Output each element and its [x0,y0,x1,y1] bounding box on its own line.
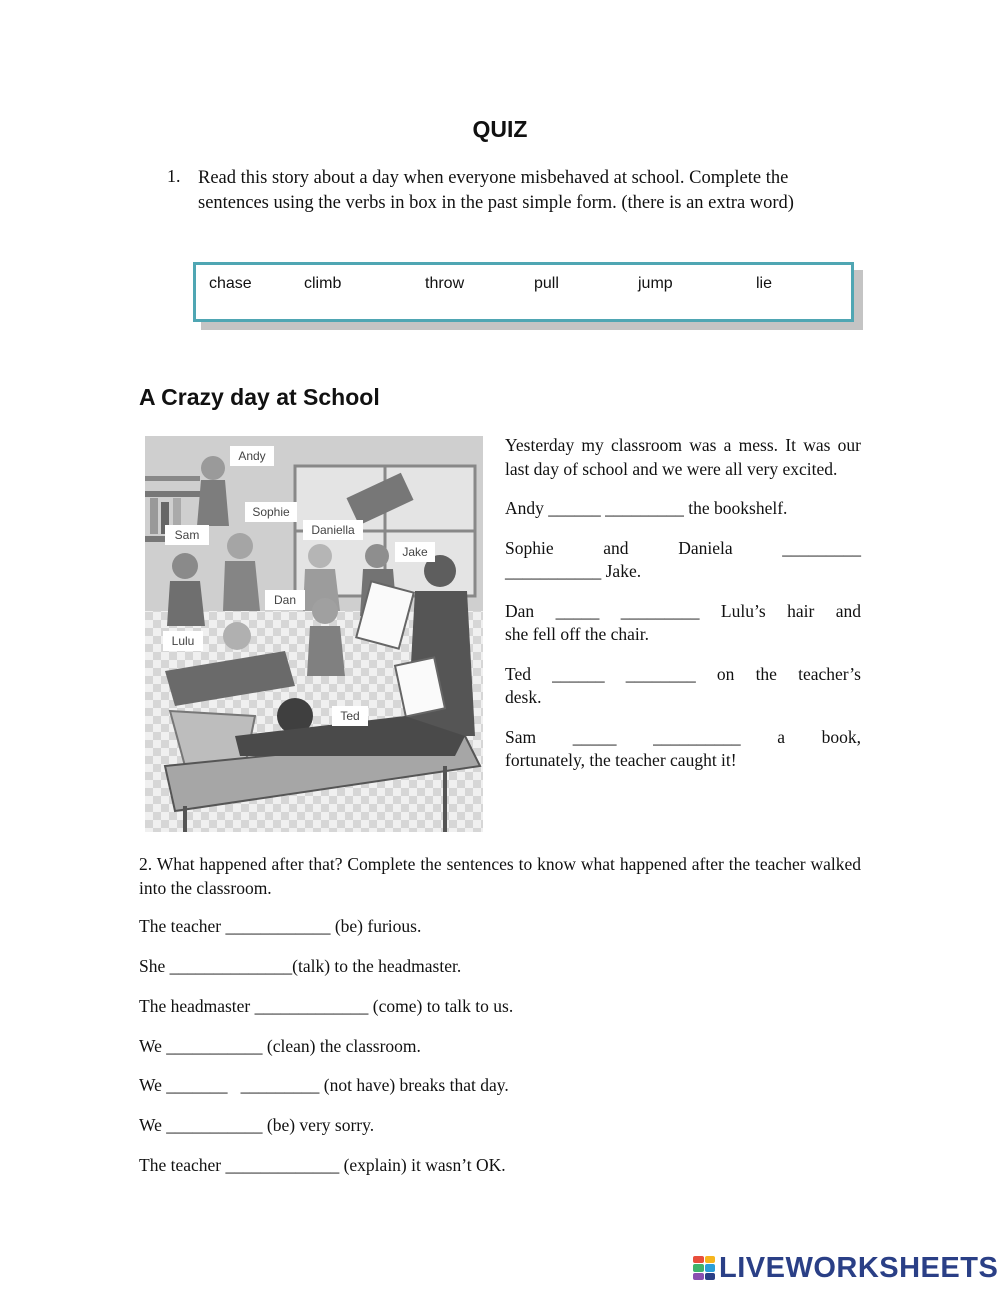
exercise-2-sentence: The teacher ____________ (be) furious. [139,916,422,936]
word-jump: jump [638,275,673,292]
story-intro: Yesterday my classroom was a mess. It was our last day of school and we were all very excited. [505,435,861,479]
classroom-illustration [145,436,483,832]
story-column [505,434,861,773]
exercise-2-sentence: We _______ _________ (not have) breaks that day. [139,1075,509,1095]
exercise-1-instruction: Read this story about a day when everyone misbehaved at school. Complete the sentences using the verbs in box in the past simple form. (there is an extra word) [198,168,794,213]
label-lulu: Lulu [171,634,195,648]
exercise-2-sentence: The teacher _____________ (explain) it wasn’t OK. [139,1155,506,1175]
label-sam: Sam [174,528,200,542]
exercise-2-instruction: 2. What happened after that? Complete the sentences to know what happened after the teacher walked into the classroom. [139,854,861,898]
exercise-2-sentence: We ___________ (be) very sorry. [139,1115,375,1135]
word-lie: lie [756,275,773,292]
story-sentence-3: Dan _____ _________ Lulu’s hair and she fell off the chair. [505,600,861,644]
word-chase: chase [209,275,252,292]
label-sophie: Sophie [252,505,290,519]
word-climb: climb [304,275,342,292]
story-sentence-1: Andy ______ _________ the bookshelf. [505,498,788,518]
story-sentence-5: Sam _____ __________ a book, fortunately, the teacher caught it! [505,726,861,770]
logo-text: LIVEWORKSHEETS [719,1251,999,1284]
logo-icon [693,1256,715,1280]
story-sentence-4: Ted ______ ________ on the teacher’s desk. [505,663,861,707]
word-pull: pull [534,275,559,292]
label-ted: Ted [340,709,360,723]
section-heading: A Crazy day at School [139,384,380,410]
label-andy: Andy [238,449,266,463]
story-sentence-2: Sophie and Daniela _________ ___________ Jake. [505,537,861,581]
page-title: QUIZ [472,116,528,142]
label-daniella: Daniella [311,523,355,537]
exercise-2-sentence: The headmaster _____________ (come) to talk to us. [139,996,514,1016]
exercise-2-sentence: We ___________ (clean) the classroom. [139,1036,421,1056]
liveworksheets-logo [693,1253,998,1283]
label-dan: Dan [273,593,297,607]
word-throw: throw [425,275,465,292]
word-box [193,262,854,322]
exercise-number: 1. [167,166,181,186]
label-jake: Jake [402,545,428,559]
exercise-2-sentence: She ______________(talk) to the headmaster. [139,956,462,976]
